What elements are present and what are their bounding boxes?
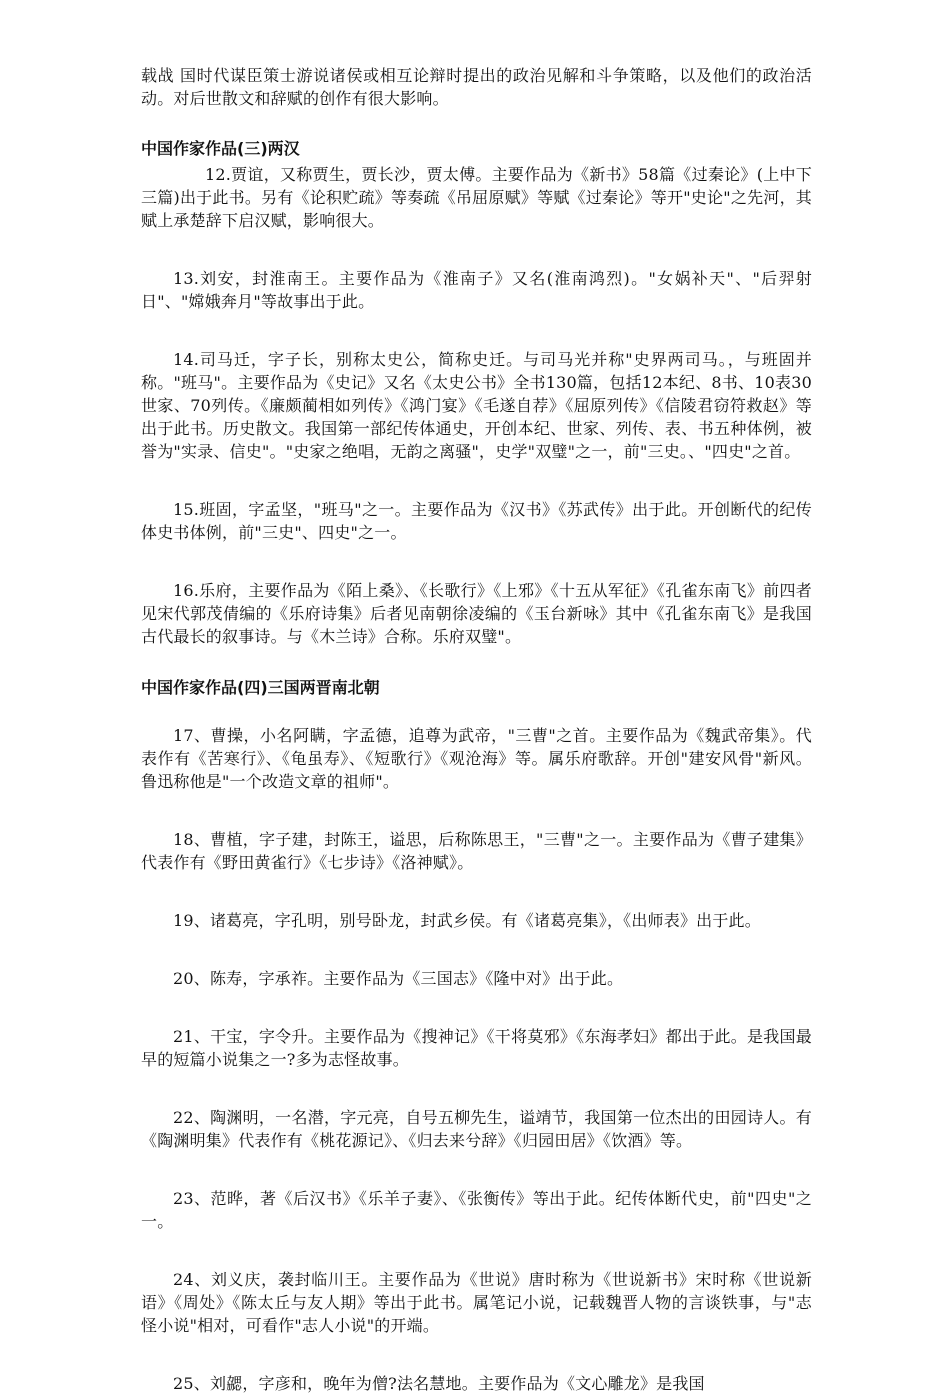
- entry-17-cao-cao: 17、曹操，小名阿瞒，字孟德，追尊为武帝，"三曹"之首。主要作品为《魏武帝集》。代表作有《苦寒行》、《龟虽寿》、《短歌行》《观沧海》等。属乐府歌辞。开创"建安风骨"新风。鲁迅称他是"一个改造文章的祖师"。: [141, 726, 812, 791]
- entry-25-liu-xie: 25、刘勰，字彦和，晚年为僧?法名慧地。主要作品为《文心雕龙》是我国: [173, 1374, 705, 1393]
- entry-15-ban-gu: 15.班固，字孟坚，"班马"之一。主要作品为《汉书》《苏武传》出于此。开创断代的纪传体史书体例，前"三史"、四史"之一。: [141, 500, 812, 542]
- entry-18-cao-zhi: 18、曹植，字子建，封陈王，谥思，后称陈思王，"三曹"之一。主要作品为《曹子建集》代表作有《野田黄雀行》《七步诗》《洛神赋》。: [141, 830, 812, 872]
- entry-23-fan-ye: 23、范晔，著《后汉书》《乐羊子妻》、《张衡传》等出于此。纪传体断代史，前"四史"之一。: [141, 1189, 812, 1231]
- entry-22-tao-yuanming: 22、陶渊明，一名潜，字元亮，自号五柳先生，谥靖节，我国第一位杰出的田园诗人。有《陶渊明集》代表作有《桃花源记》、《归去来兮辞》《归园田居》《饮酒》等。: [141, 1108, 812, 1150]
- entry-12-jia-yi: 12.贾谊，又称贾生，贾长沙，贾太傅。主要作品为《新书》58篇《过秦论》(上中下三篇)出于此书。另有《论积贮疏》等奏疏《吊屈原赋》等赋《过秦论》等开"史论"之先河，其赋上承楚辞下启汉赋，影响很大。: [141, 165, 812, 230]
- entry-20-chen-shou: 20、陈寿，字承祚。主要作品为《三国志》《隆中对》出于此。: [173, 969, 624, 988]
- intro-paragraph: 载战 国时代谋臣策士游说诸侯或相互论辩时提出的政治见解和斗争策略，以及他们的政治活动。对后世散文和辞赋的创作有很大影响。: [141, 66, 812, 108]
- entry-14-sima-qian: 14.司马迁，字子长，别称太史公，简称史迁。与司马光并称"史界两司马。，与班固并称。"班马"。主要作品为《史记》又名《太史公书》全书130篇，包括12本纪、8书、10表30世家、70列传。《廉颇蔺相如列传》《鸿门宴》《毛遂自荐》《屈原列传》《信陵君窃符救赵》等出于此书。历史散文。我国第一部纪传体通史，开创本纪、世家、列传、表、书五种体例，被誉为"实录、信史"。"史家之绝唱，无韵之离骚"，史学"双璧"之一，前"三史。、"四史"之首。: [141, 350, 812, 461]
- entry-21-gan-bao: 21、干宝，字令升。主要作品为《搜神记》《干将莫邪》《东海孝妇》都出于此。是我国最早的短篇小说集之一?多为志怪故事。: [141, 1027, 812, 1069]
- entry-13-liu-an: 13.刘安，封淮南王。主要作品为《淮南子》又名(淮南鸿烈)。"女娲补天"、"后羿射日"、"嫦娥奔月"等故事出于此。: [141, 269, 812, 311]
- entry-24-liu-yiqing: 24、刘义庆，袭封临川王。主要作品为《世说》唐时称为《世说新书》宋时称《世说新语》《周处》《陈太丘与友人期》等出于此书。属笔记小说，记载魏晋人物的言谈铁事，与"志怪小说"相对，可看作"志人小说"的开端。: [141, 1270, 812, 1335]
- section-title-han: 中国作家作品(三)两汉: [141, 139, 300, 158]
- entry-19-zhuge-liang: 19、诸葛亮，字孔明，别号卧龙，封武乡侯。有《诸葛亮集》，《出师表》出于此。: [173, 911, 761, 930]
- entry-16-yuefu: 16.乐府，主要作品为《陌上桑》、《长歌行》《上邪》《十五从军征》《孔雀东南飞》前四者见宋代郭茂倩编的《乐府诗集》后者见南朝徐凌编的《玉台新咏》其中《孔雀东南飞》是我国古代最长的叙事诗。与《木兰诗》合称。乐府双璧"。: [141, 581, 812, 646]
- section-title-three-kingdoms: 中国作家作品(四)三国两晋南北朝: [141, 678, 380, 697]
